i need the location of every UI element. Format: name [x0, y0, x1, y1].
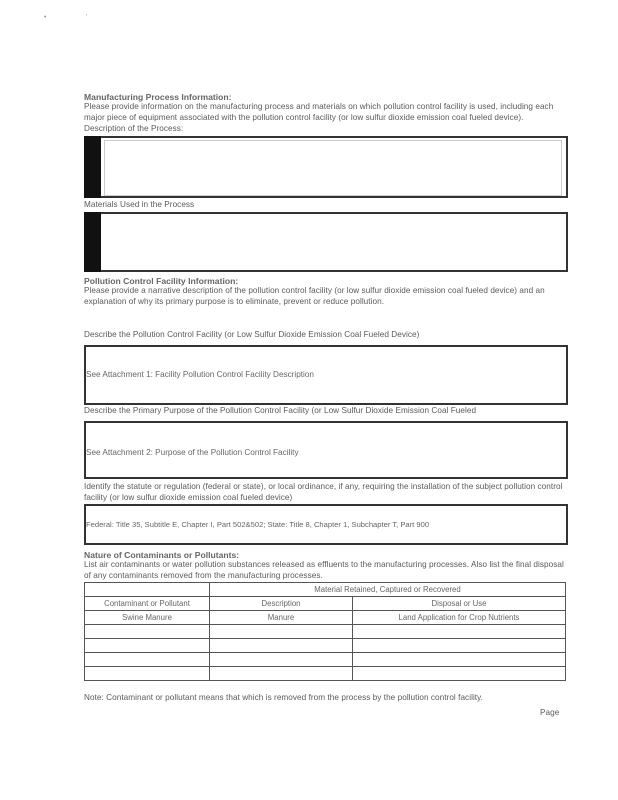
- table-row: [85, 639, 566, 653]
- page-label: Page: [540, 708, 560, 717]
- table-cell[interactable]: [85, 667, 210, 681]
- describe-facility-value: See Attachment 1: Facility Pollution Control Facility Description: [86, 370, 314, 379]
- table-row: [85, 611, 566, 625]
- describe-facility-label: Describe the Pollution Control Facility (or Low Sulfur Dioxide Emission Coal Fueled Device): [84, 330, 420, 339]
- table-cell[interactable]: [85, 625, 210, 639]
- table-cell[interactable]: [85, 653, 210, 667]
- table-cell[interactable]: [353, 653, 566, 667]
- table-cell[interactable]: Land Application for Crop Nutrients: [353, 611, 566, 625]
- materials-field[interactable]: [84, 212, 568, 272]
- table-row: [85, 653, 566, 667]
- table-cell[interactable]: [210, 653, 353, 667]
- manufacturing-instructions: Please provide information on the manufacturing process and materials on which pollution control facility is used, including each major piece of equipment associated with the pollution control facility (or low sulfur dioxide emission coal fueled device).: [84, 102, 554, 122]
- column-header: Contaminant or Pollutant: [85, 597, 210, 611]
- pollution-control-instructions: Please provide a narrative description of the pollution control facility (or low sulfur dioxide emission coal fueled device) and an explanation of why its primary purpose is to eliminate, prevent or reduce pollution.: [84, 286, 545, 306]
- scan-mark: •: [44, 14, 47, 21]
- manufacturing-title: Manufacturing Process Information:: [84, 92, 232, 102]
- table-cell[interactable]: [210, 667, 353, 681]
- footnote: Note: Contaminant or pollutant means that which is removed from the process by the pollution control facility.: [84, 693, 483, 702]
- table-corner-cell: [85, 583, 210, 597]
- description-label: Description of the Process:: [84, 124, 184, 133]
- purpose-value: See Attachment 2: Purpose of the Pollution Control Facility: [86, 448, 299, 457]
- table-cell[interactable]: [353, 639, 566, 653]
- table-header-row: [85, 597, 566, 611]
- materials-label: Materials Used in the Process: [84, 200, 195, 209]
- statute-value: Federal: Title 35, Subtitle E, Chapter I, Part 502&502; State: Title 8, Chapter 1, Subchapter T, Part 900: [86, 520, 430, 529]
- table-cell[interactable]: Manure: [210, 611, 353, 625]
- table-row: [85, 625, 566, 639]
- redaction-bar: [84, 212, 101, 272]
- table-cell[interactable]: [210, 639, 353, 653]
- purpose-label: Describe the Primary Purpose of the Pollution Control Facility (or Low Sulfur Dioxide Emission Coal Fueled: [84, 406, 477, 415]
- contaminants-instructions: List air contaminants or water pollution substances released as effluents to the manufacturing processes. Also list the final disposal of any contaminants removed from the manufacturing processes.: [84, 560, 564, 580]
- statute-label: Identify the statute or regulation (federal or state), or local ordinance, if any, requiring the installation of the subject pollution control facility (or low sulfur dioxide emission coal fueled device): [84, 482, 563, 502]
- table-cell[interactable]: [353, 667, 566, 681]
- description-inner: [104, 140, 562, 196]
- table-cell[interactable]: [210, 625, 353, 639]
- pollution-control-title: Pollution Control Facility Information:: [84, 276, 239, 286]
- table-cell[interactable]: Swine Manure: [85, 611, 210, 625]
- table-cell[interactable]: [353, 625, 566, 639]
- contaminants-title: Nature of Contaminants or Pollutants:: [84, 550, 240, 560]
- group-header: Material Retained, Captured or Recovered: [210, 583, 566, 597]
- scan-mark: ': [86, 14, 88, 21]
- column-header: Description: [210, 597, 353, 611]
- column-header: Disposal or Use: [353, 597, 566, 611]
- table-row: [85, 667, 566, 681]
- redaction-bar: [84, 136, 101, 198]
- table-cell[interactable]: [85, 639, 210, 653]
- contaminants-table: [84, 582, 566, 681]
